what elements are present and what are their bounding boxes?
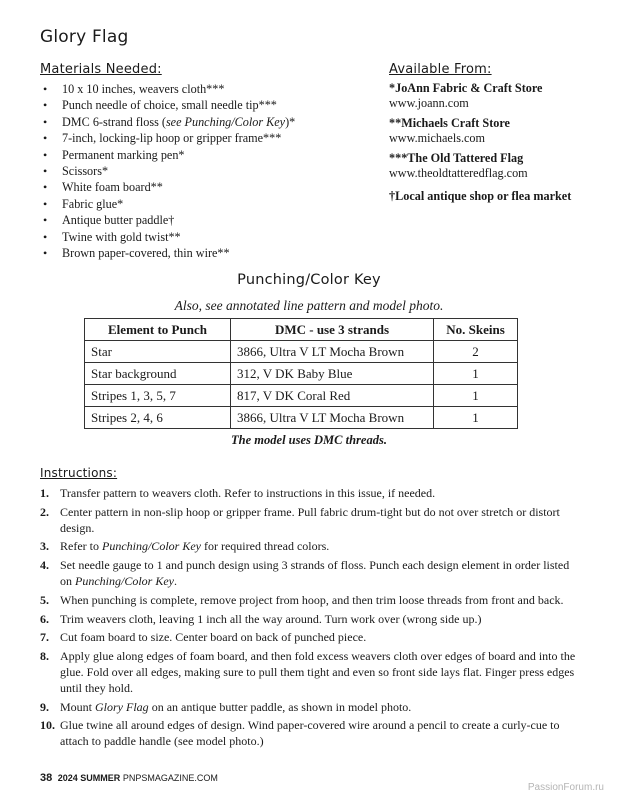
table-cell: 2 xyxy=(434,341,518,363)
materials-section xyxy=(40,62,380,261)
color-key-title: Punching/Color Key xyxy=(237,272,381,288)
instructions-section xyxy=(40,466,580,753)
column-header: Element to Punch xyxy=(85,319,231,341)
model-note: The model uses DMC threads. xyxy=(231,433,387,447)
available-from-section xyxy=(389,62,609,209)
table-cell: Stripes 2, 4, 6 xyxy=(85,407,231,429)
column-header: DMC - use 3 strands xyxy=(231,319,434,341)
available-heading: Available From: xyxy=(389,62,492,77)
page-title: Glory Flag xyxy=(40,27,129,47)
store-michaels xyxy=(389,116,609,146)
store-url[interactable]: www.theoldtatteredflag.com xyxy=(389,166,528,180)
instruction-step: 8. Apply glue along edges of foam board, and then fold excess weavers cloth over edges of board and into the glue. Fold over all edges, making sure to pull them tight and even so front side lays flat. Finger press edges until they hold. xyxy=(40,649,576,695)
store-url[interactable]: www.joann.com xyxy=(389,96,469,110)
store-name: ***The Old Tattered Flag xyxy=(389,151,524,165)
list-item: • Twine with gold twist** xyxy=(40,229,380,245)
instruction-step: 4. Set needle gauge to 1 and punch design using 3 strands of floss. Punch each design element in order listed on Punching/Color Key. xyxy=(40,558,570,588)
list-item: • White foam board** xyxy=(40,179,380,195)
instruction-step: 10. Glue twine all around edges of design. Wind paper-covered wire around a pencil to create a curly-cue to attach to paddle handle (see model photo.) xyxy=(40,718,560,749)
instruction-step: 3. Refer to Punching/Color Key for required thread colors. xyxy=(40,539,330,554)
list-item: • 10 x 10 inches, weavers cloth*** xyxy=(40,81,380,97)
watermark: PassionForum.ru xyxy=(527,782,604,793)
issue-season: 2024 SUMMER xyxy=(57,773,121,783)
instruction-step: 1. Transfer pattern to weavers cloth. Refer to instructions in this issue, if needed. xyxy=(40,486,436,500)
list-item: • Antique butter paddle† xyxy=(40,212,380,228)
store-old-tattered-flag xyxy=(389,151,609,181)
materials-heading: Materials Needed: xyxy=(40,62,162,77)
table-row xyxy=(85,341,518,363)
table-cell: Star xyxy=(85,341,231,363)
table-row xyxy=(85,363,518,385)
table-cell: 1 xyxy=(434,363,518,385)
list-item: • Brown paper-covered, thin wire** xyxy=(40,245,380,261)
table-header-row xyxy=(85,319,518,341)
materials-list xyxy=(40,81,380,261)
color-key-note: Also, see annotated line pattern and model photo. xyxy=(174,298,444,313)
instruction-step: 9. Mount Glory Flag on an antique butter paddle, as shown in model photo. xyxy=(40,699,412,714)
table-cell: Stripes 1, 3, 5, 7 xyxy=(85,385,231,407)
table-row xyxy=(85,385,518,407)
table-cell: 1 xyxy=(434,385,518,407)
store-name: **Michaels Craft Store xyxy=(389,116,510,130)
table-cell: Star background xyxy=(85,363,231,385)
list-item: • 7-inch, locking-lip hoop or gripper frame*** xyxy=(40,130,380,146)
store-name: †Local antique shop or flea market xyxy=(389,189,572,203)
store-url[interactable]: www.michaels.com xyxy=(389,131,486,145)
instruction-step: 7. Cut foam board to size. Center board on back of punched piece. xyxy=(40,630,367,645)
instructions-list xyxy=(40,486,580,750)
store-antique-shop xyxy=(389,189,609,204)
table-cell: 312, V DK Baby Blue xyxy=(231,363,434,385)
table-cell: 3866, Ultra V LT Mocha Brown xyxy=(231,407,434,429)
list-item: • Punch needle of choice, small needle tip*** xyxy=(40,97,380,113)
column-header: No. Skeins xyxy=(434,319,518,341)
instruction-step: 2. Center pattern in non-slip hoop or gripper frame. Pull fabric drum-tight but do not over stretch or distort design. xyxy=(40,504,560,535)
page-footer xyxy=(40,772,218,784)
table-cell: 1 xyxy=(434,407,518,429)
page-number: 38 xyxy=(40,772,53,784)
list-item: • Scissors* xyxy=(40,163,380,179)
list-item: • DMC 6-strand floss (see Punching/Color Key)* xyxy=(40,114,380,130)
magazine-site: PNPSMAGAZINE.COM xyxy=(122,773,218,783)
list-item: • Fabric glue* xyxy=(40,196,380,212)
instruction-step: 5. When punching is complete, remove project from hoop, and then trim loose threads from front and back. xyxy=(40,592,564,607)
table-cell: 817, V DK Coral Red xyxy=(231,385,434,407)
color-key-table xyxy=(84,318,518,429)
table-cell: 3866, Ultra V LT Mocha Brown xyxy=(231,341,434,363)
instructions-heading: Instructions: xyxy=(40,466,118,480)
table-row xyxy=(85,407,518,429)
list-item: • Permanent marking pen* xyxy=(40,147,380,163)
store-name: *JoAnn Fabric & Craft Store xyxy=(389,81,543,95)
instruction-step: 6. Trim weavers cloth, leaving 1 inch all the way around. Turn work over (wrong side up.) xyxy=(40,611,482,626)
store-joann xyxy=(389,81,609,111)
